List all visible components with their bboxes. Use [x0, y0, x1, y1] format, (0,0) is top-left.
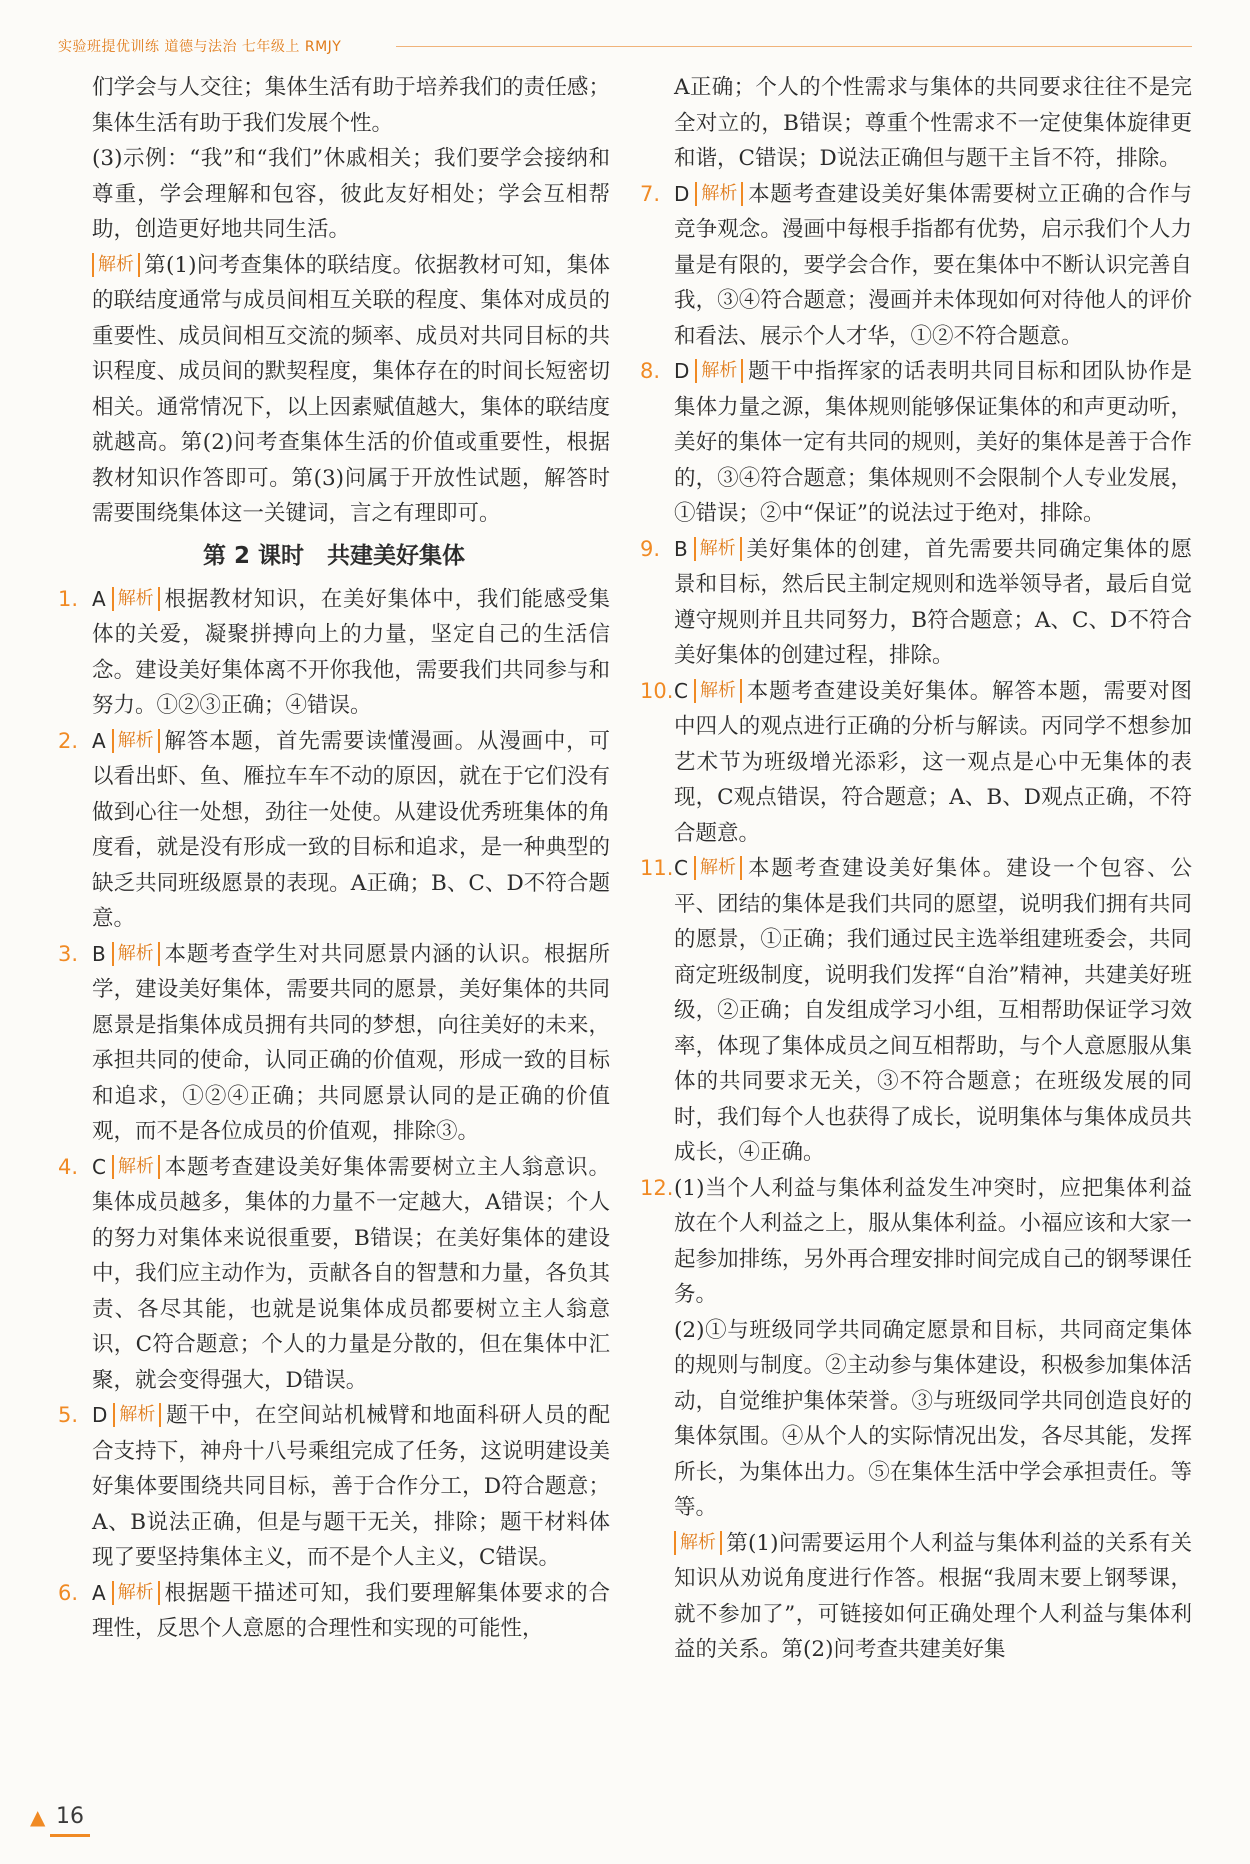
item-answer: B — [92, 941, 106, 966]
item-number: 9. — [640, 536, 661, 561]
analysis-tag: 解析 — [694, 679, 742, 703]
analysis-tag: 解析 — [694, 856, 742, 880]
item-answer: C — [674, 856, 688, 880]
item-text: (1)当个人利益与集体利益发生冲突时，应把集体利益放在个人利益之上，服从集体利益。小福应该和大家一起参加排练，另外再合理安排时间完成自己的钢琴课任务。 — [674, 1175, 1192, 1307]
header-title: 实验班提优训练 道德与法治 七年级上 RMJY — [58, 39, 342, 55]
item-number: 2. — [58, 728, 79, 753]
item-number: 4. — [58, 1154, 79, 1179]
item-text: 根据题干描述可知，我们要理解集体要求的合理性，反思个人意愿的合理性和实现的可能性， — [92, 1580, 610, 1641]
answer-item — [640, 851, 1192, 1171]
analysis-text: 第(1)问考查集体的联结度。依据教材可知，集体的联结度通常与成员间相互关联的程度、集体对成员的重要性、成员间相互交流的频率、成员对共同目标的共识程度、成员间的默契程度，集体存在的时间长短密切相关。通常情况下，以上因素赋值越大，集体的联结度就越高。第(2)问考查集体生活的价值或重要性，根据教材知识作答即可。第(3)问属于开放性试题，解答时需要围绕集体这一关键词，言之有理即可。 — [92, 252, 610, 526]
analysis-tag: 解析 — [112, 729, 160, 753]
item-number: 12. — [640, 1175, 674, 1200]
item-answer: D — [92, 1403, 108, 1427]
item-text: 解答本题，首先需要读懂漫画。从漫画中，可以看出虾、鱼、雁拉车车不动的原因，就在于它们没有做到心往一处想，劲往一处使。从建设优秀班集体的角度看，就是没有形成一致的目标和追求，是一种典型的缺乏共同班级愿景的表现。A正确；B、C、D不符合题意。 — [92, 728, 610, 931]
item-number: 11. — [640, 856, 674, 880]
item-number: 7. — [640, 181, 661, 206]
answer-item — [58, 937, 610, 1150]
analysis-tag: 解析 — [112, 1581, 160, 1605]
item-text: 本题考查建设美好集体需要树立正确的合作与竞争观念。漫画中每根手指都有优势，启示我们个人力量是有限的，要学会合作，要在集体中不断认识完善自我，③④符合题意；漫画并未体现如何对待他人的评价和看法、展示个人才华，①②不符合题意。 — [674, 181, 1192, 349]
analysis-tag: 解析 — [695, 182, 743, 206]
item-text: 根据教材知识，在美好集体中，我们能感受集体的关爱，凝聚拼搏向上的力量，坚定自己的生活信念。建设美好集体离不开你我他，需要我们共同参与和努力。①②③正确；④错误。 — [92, 586, 610, 718]
page-number: 16 — [50, 1800, 90, 1837]
answer-item-12 — [640, 1171, 1192, 1313]
item-number: 5. — [58, 1403, 79, 1427]
answer-item — [58, 1398, 610, 1576]
item-number: 8. — [640, 359, 661, 383]
answer-item — [640, 532, 1192, 674]
analysis-tag: 解析 — [695, 359, 743, 383]
item-answer: D — [674, 359, 690, 383]
item-number: 3. — [58, 941, 79, 966]
item-text: 题干中指挥家的话表明共同目标和团队协作是集体力量之源，集体规则能够保证集体的和声更动听，美好的集体一定有共同的规则，美好的集体是善于合作的，③④符合题意；集体规则不会限制个人专业发展，①错误；②中“保证”的说法过于绝对，排除。 — [674, 359, 1192, 526]
item-number: 10. — [640, 678, 674, 703]
section-title: 第 2 课时 共建美好集体 — [202, 542, 466, 569]
item-answer: C — [92, 1154, 106, 1179]
analysis-tag: 解析 — [92, 253, 140, 277]
item-text: 本题考查建设美好集体。建设一个包容、公平、团结的集体是我们共同的愿望，说明我们拥有共同的愿景，①正确；我们通过民主选举组建班委会，共同商定班级制度，说明我们发挥“自治”精神，共建美好班级，②正确；自发组成学习小组，互相帮助保证学习效率，体现了集体成员之间互相帮助，与个人意愿服从集体的共同要求无关，③不符合题意；在班级发展的同时，我们每个人也获得了成长，说明集体与集体成员共成长，④正确。 — [674, 856, 1192, 1165]
analysis-tag: 解析 — [694, 537, 742, 561]
item-number: 6. — [58, 1580, 79, 1605]
analysis-tag: 解析 — [112, 1155, 160, 1179]
continued-text: A正确；个人的个性需求与集体的共同要求往往不是完全对立的，B错误；尊重个性需求不一定使集体旋律更和谐，C错误；D说法正确但与题干主旨不符，排除。 — [674, 75, 1192, 171]
left-column — [58, 70, 610, 1647]
analysis-tag: 解析 — [112, 942, 160, 966]
item-text: 本题考查建设美好集体需要树立主人翁意识。集体成员越多，集体的力量不一定越大，A错误；个人的努力对集体来说很重要，B错误；在美好集体的建设中，我们应主动作为，贡献各自的智慧和力量，各负其责、各尽其能，也就是说集体成员都要树立主人翁意识，C符合题意；个人的力量是分散的，但在集体中汇聚，就会变得强大，D错误。 — [92, 1154, 610, 1393]
arrow-up-icon: ▲ — [30, 1805, 46, 1829]
analysis-tag: 解析 — [674, 1531, 722, 1555]
intro-paragraph: (3)示例：“我”和“我们”休戚相关；我们要学会接纳和尊重，学会理解和包容，彼此友好相处；学会互相帮助，创造更好地共同生活。 — [92, 146, 610, 242]
page-number-badge — [30, 1800, 92, 1840]
item-12-analysis — [640, 1526, 1192, 1668]
item-text: 题干中，在空间站机械臂和地面科研人员的配合支持下，神舟十八号乘组完成了任务，这说明建设美好集体要围绕共同目标，善于合作分工，D符合题意；A、B说法正确，但是与题干无关，排除；题干材料体现了要坚持集体主义，而不是个人主义，C错误。 — [92, 1403, 610, 1570]
analysis-tag: 解析 — [112, 587, 160, 611]
answer-item — [640, 354, 1192, 532]
item-text: 美好集体的创建，首先需要共同确定集体的愿景和目标，然后民主制定规则和选举领导者，最后自觉遵守规则并且共同努力，B符合题意；A、C、D不符合美好集体的创建过程，排除。 — [674, 536, 1192, 668]
analysis-text: 第(1)问需要运用个人利益与集体利益的关系有关知识从劝说角度进行作答。根据“我周末要上钢琴课，就不参加了”，可链接如何正确处理个人利益与集体利益的关系。第(2)问考查共建美好集 — [674, 1530, 1192, 1662]
answer-item — [58, 1150, 610, 1399]
item-answer: B — [674, 536, 688, 561]
item-answer: A — [92, 586, 106, 611]
item-text: 本题考查建设美好集体。解答本题，需要对图中四人的观点进行正确的分析与解读。丙同学不想参加艺术节为班级增光添彩，这一观点是心中无集体的表现，C观点错误，符合题意；A、B、D观点正确，不符合题意。 — [674, 678, 1192, 846]
header-rule — [396, 46, 1192, 47]
item-number: 1. — [58, 586, 79, 611]
intro-paragraph: 们学会与人交往；集体生活有助于培养我们的责任感；集体生活有助于我们发展个性。 — [92, 75, 610, 136]
item-answer: A — [92, 1580, 106, 1605]
item-text: 本题考查学生对共同愿景内涵的认识。根据所学，建设美好集体，需要共同的愿景，美好集体的共同愿景是指集体成员拥有共同的梦想，向往美好的未来，承担共同的使命，认同正确的价值观，形成一致的目标和追求，①②④正确；共同愿景认同的是正确的价值观，而不是各位成员的价值观，排除③。 — [92, 941, 610, 1144]
right-column — [640, 70, 1192, 1668]
answer-item — [640, 674, 1192, 852]
analysis-tag: 解析 — [113, 1403, 161, 1427]
intro-analysis — [58, 248, 610, 532]
answer-item — [58, 1576, 610, 1647]
answer-item — [58, 724, 610, 937]
item-answer: D — [674, 181, 690, 206]
item-answer: A — [92, 728, 106, 753]
page-header — [58, 36, 1192, 56]
item-12-part-2: (2)①与班级同学共同确定愿景和目标，共同商定集体的规则与制度。②主动参与集体建设，积极参加集体活动，自觉维护集体荣誉。③与班级同学共同创造良好的集体氛围。④从个人的实际情况出发，各尽其能，发挥所长，为集体出力。⑤在集体生活中学会承担责任。等等。 — [674, 1317, 1192, 1520]
item-answer: C — [674, 678, 688, 703]
answer-item — [58, 582, 610, 724]
answer-item — [640, 177, 1192, 355]
